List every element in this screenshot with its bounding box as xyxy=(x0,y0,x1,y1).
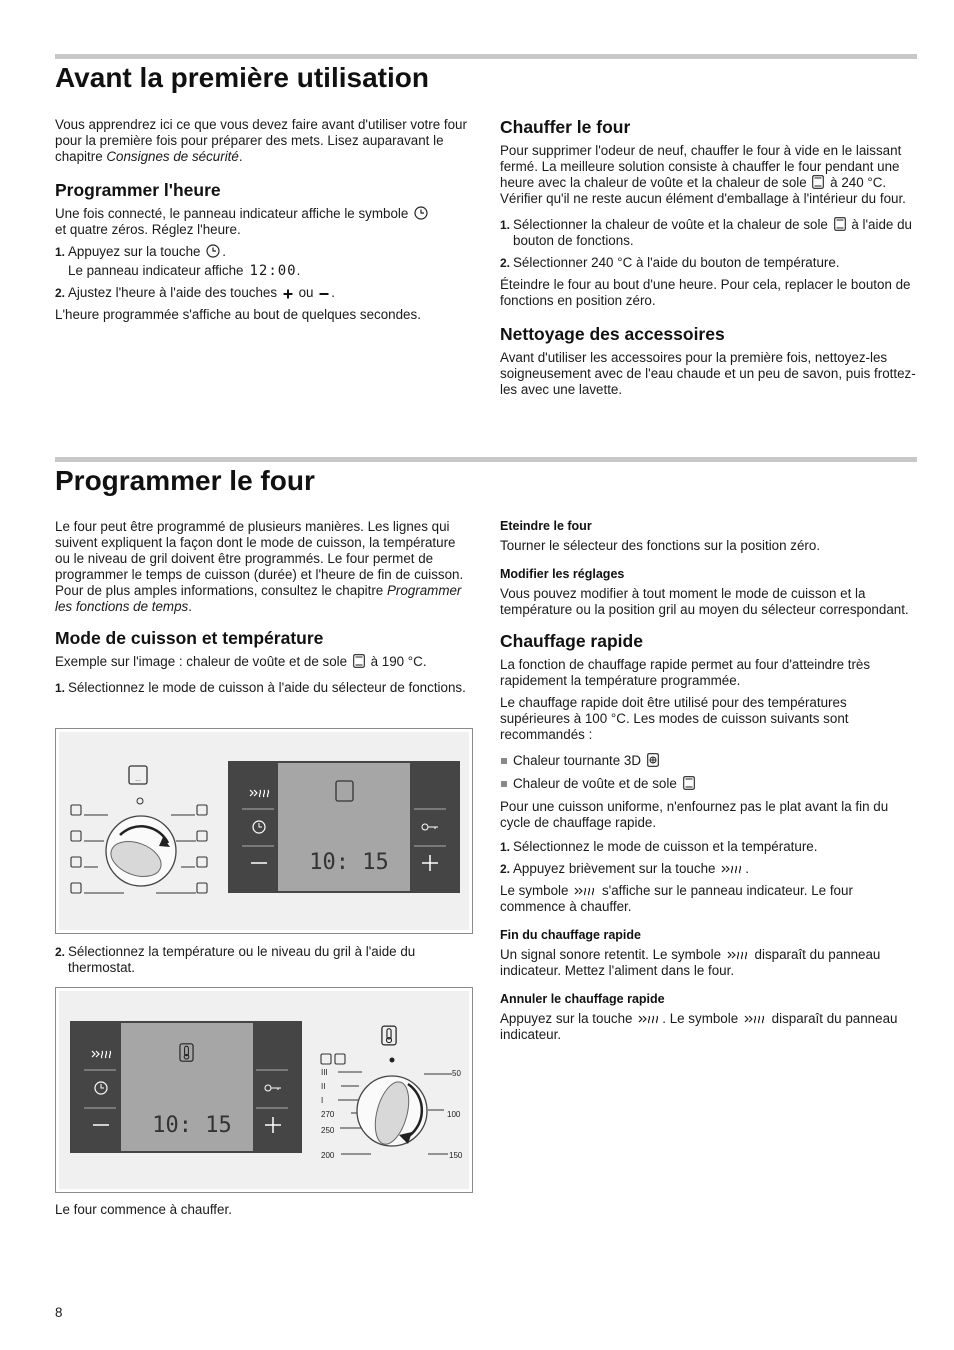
list-item: Chaleur tournante 3D xyxy=(500,753,918,769)
heading-annuler-chauffage: Annuler le chauffage rapide xyxy=(500,992,665,1006)
rapid-heat-icon xyxy=(721,863,743,875)
page-number: 8 xyxy=(55,1305,63,1320)
step: 1. Sélectionner la chaleur de voûte et la chaleur de sole à l'aide du bouton de fonctions. xyxy=(500,217,912,248)
list-item: Chaleur de voûte et de sole xyxy=(500,776,918,792)
figure-function-selector xyxy=(55,728,473,934)
step: 2. Appuyez brièvement sur la touche . xyxy=(500,861,749,876)
top-bottom-heat-icon xyxy=(683,776,695,790)
recommended-modes-list xyxy=(500,753,918,792)
paragraph: Un signal sonore retentit. Le symbole disparaît du panneau indicateur. Mettez l'aliment dans le four. xyxy=(500,947,881,978)
oven-control-panel-illustration xyxy=(56,729,472,933)
svg-text:...: ... xyxy=(135,776,141,783)
paragraph: Pour une cuisson uniforme, n'enfournez pas le plat avant la fin du cycle de chauffage rapide. xyxy=(500,799,889,830)
heading-chauffer: Chauffer le four xyxy=(500,117,631,137)
grill-level-label: II xyxy=(321,1082,326,1091)
step: 2. Sélectionnez la température ou le niveau du gril à l'aide du thermostat. xyxy=(55,944,416,975)
clock-icon xyxy=(414,206,428,220)
panel-time-display: 10: 15 xyxy=(152,1113,232,1138)
heading-mode-cuisson: Mode de cuisson et température xyxy=(55,628,324,648)
heading-fin-chauffage: Fin du chauffage rapide xyxy=(500,928,641,942)
paragraph: Pour supprimer l'odeur de neuf, chauffer le four à vide en le laissant fermé. La meilleure solution consiste à chauffer le four pendant une heure avec la chaleur de voûte et la chaleur de sole à 240 °C. Vérifier qu'il ne reste aucun élément d'emballage à l'intérieur du four. xyxy=(500,143,906,206)
steps-list xyxy=(55,944,473,982)
left-column xyxy=(55,117,473,329)
panel-time-display: 10: 15 xyxy=(309,850,389,875)
rapid-heat-icon xyxy=(574,885,596,897)
hot-air-3d-icon xyxy=(647,753,659,767)
figure-temperature-selector xyxy=(55,987,473,1193)
section-divider xyxy=(55,54,917,59)
rapid-heat-icon xyxy=(727,949,749,961)
figure-caption: Le four commence à chauffer. xyxy=(55,1202,232,1217)
paragraph: Exemple sur l'image : chaleur de voûte et de sole à 190 °C. xyxy=(55,654,427,669)
top-bottom-heat-icon xyxy=(812,175,824,189)
top-bottom-heat-icon xyxy=(353,654,365,668)
step: 2. Ajustez l'heure à l'aide des touches ou . xyxy=(55,285,335,300)
grill-level-label: III xyxy=(321,1068,328,1077)
top-bottom-heat-icon xyxy=(834,217,846,231)
intro-paragraph: Vous apprendrez ici ce que vous devez faire avant d'utiliser votre four pour la première fois pour préparer des mets. Lisez auparavant le chapitre Consignes de sécurité. xyxy=(55,117,467,164)
temperature-label: 50 xyxy=(452,1069,461,1078)
plus-icon xyxy=(283,289,293,299)
rapid-heat-icon xyxy=(744,1013,766,1025)
steps-list xyxy=(55,244,473,301)
step: 1. Appuyez sur la touche . Le panneau indicateur affiche 12:00. xyxy=(55,244,301,279)
intro-paragraph: Le four peut être programmé de plusieurs manières. Les lignes qui suivent expliquent la façon dont le mode de cuisson, la température ou le niveau de gril doivent être programmés. Le four permet de programmer le temps de cuisson (durée) et l'heure de fin de cuisson. Pour de plus amples informations, consultez le chapitre Programmer les fonctions de temps. xyxy=(55,519,464,614)
temperature-label: 200 xyxy=(321,1151,335,1160)
temperature-label: 100 xyxy=(447,1110,461,1119)
oven-temperature-illustration xyxy=(56,988,472,1192)
right-column xyxy=(500,116,918,404)
paragraph: Une fois connecté, le panneau indicateur affiche le symbole et quatre zéros. Réglez l'heure. xyxy=(55,206,473,238)
heading-chauffage-rapide: Chauffage rapide xyxy=(500,631,643,651)
rapid-heat-icon xyxy=(638,1013,660,1025)
minus-icon xyxy=(319,289,329,299)
section-divider xyxy=(55,457,917,462)
steps-list xyxy=(500,839,918,877)
paragraph: La fonction de chauffage rapide permet au four d'atteindre très rapidement la température programmée. xyxy=(500,657,871,688)
temperature-label: 270 xyxy=(321,1110,335,1119)
heading-nettoyage: Nettoyage des accessoires xyxy=(500,324,725,344)
section-title: Programmer le four xyxy=(55,465,315,496)
clock-icon xyxy=(206,244,220,258)
paragraph: Vous pouvez modifier à tout moment le mode de cuisson et la température ou la position gril au moyen du sélecteur correspondant. xyxy=(500,586,909,617)
right-column xyxy=(500,516,918,1049)
paragraph: Le symbole s'affiche sur le panneau indicateur. Le four commence à chauffer. xyxy=(500,883,853,914)
steps-list xyxy=(500,217,918,271)
temperature-label: 150 xyxy=(449,1151,463,1160)
paragraph: Tourner le sélecteur des fonctions sur la position zéro. xyxy=(500,538,821,553)
paragraph: Le chauffage rapide doit être utilisé pour des températures supérieures à 100 °C. Les modes de cuisson suivants sont recommandés : xyxy=(500,695,849,742)
temperature-label: 250 xyxy=(321,1126,335,1135)
heading-programmer-heure: Programmer l'heure xyxy=(55,180,221,200)
grill-level-label: I xyxy=(321,1096,324,1105)
steps-list xyxy=(55,680,473,696)
step: 1. Sélectionnez le mode de cuisson et la température. xyxy=(500,839,818,854)
paragraph: L'heure programmée s'affiche au bout de quelques secondes. xyxy=(55,307,421,322)
paragraph: Appuyez sur la touche . Le symbole disparaît du panneau indicateur. xyxy=(500,1011,898,1042)
paragraph: Avant d'utiliser les accessoires pour la première fois, nettoyez-les soigneusement avec de l'eau chaude et un peu de savon, puis frottez-les avec une lavette. xyxy=(500,350,916,397)
time-display: 12:00 xyxy=(249,263,297,279)
heading-modifier: Modifier les réglages xyxy=(500,567,625,581)
step: 2. Sélectionner 240 °C à l'aide du bouton de température. xyxy=(500,255,840,270)
section-title: Avant la première utilisation xyxy=(55,62,429,93)
step: 1. Sélectionnez le mode de cuisson à l'aide du sélecteur de fonctions. xyxy=(55,680,466,695)
heading-eteindre: Eteindre le four xyxy=(500,519,592,533)
left-column xyxy=(55,519,473,702)
paragraph: Éteindre le four au bout d'une heure. Pour cela, replacer le bouton de fonctions en position zéro. xyxy=(500,277,911,308)
